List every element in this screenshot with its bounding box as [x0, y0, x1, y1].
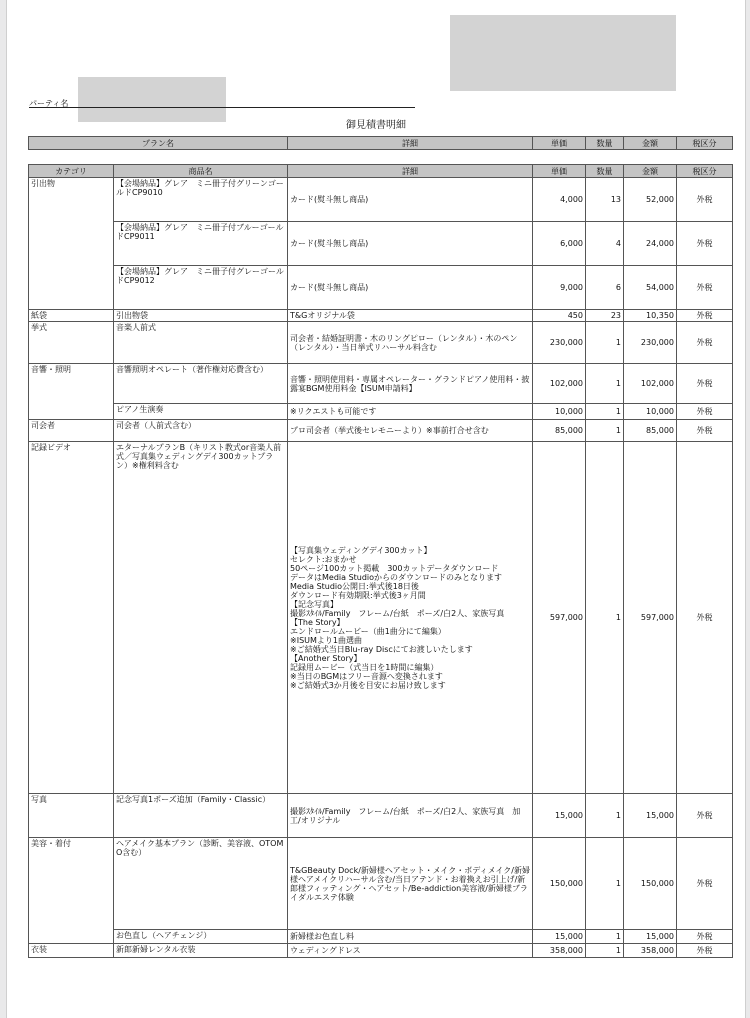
- product-name-cell: エターナルプランB（キリスト教式or音楽人前式／写真集ウェディングデイ300カットプラン）※権利料含む: [114, 442, 288, 794]
- tax-class-cell: 外税: [677, 222, 733, 266]
- detail-header-row: [29, 165, 733, 178]
- category-cell: 衣装: [29, 944, 114, 958]
- detail-cell: T&Gオリジナル袋: [288, 310, 533, 322]
- quantity-cell: 1: [586, 404, 624, 420]
- quantity-cell: 1: [586, 838, 624, 930]
- table-row: [29, 364, 733, 404]
- product-name-cell: お色直し（ヘアチェンジ）: [114, 930, 288, 944]
- header-detail: 詳細: [288, 165, 533, 178]
- unit-price-cell: 6,000: [533, 222, 586, 266]
- tax-class-cell: 外税: [677, 930, 733, 944]
- table-row: [29, 266, 733, 310]
- quantity-cell: 1: [586, 944, 624, 958]
- tax-class-cell: 外税: [677, 420, 733, 442]
- quantity-cell: 6: [586, 266, 624, 310]
- amount-cell: 230,000: [624, 322, 677, 364]
- plan-header-plan: プラン名: [29, 137, 288, 150]
- detail-cell: 【写真集ウェディングデイ300カット】 セレクト:おまかせ 50ページ100カット掲載 300カットデータダウンロード データはMedia Studioからのダウンロードのみとなります Media Studio公開日:挙式後18日後 ダウンロード有効期限:挙式後3ヶ月間 【記念写真】 撮影ｽﾀｲﾙ/Family フレーム/台紙 ポーズ/白2人、家族写真 【The Story】 エンドロールムービー（曲1曲分にて編集） ※ISUMより1曲選曲 ※ご結婚式当日Blu-ray Discにてお渡しいたします 【Another Story】 記録用ムービー（式当日を1時間に編集） ※当日のBGMはフリー音源へ変換されます ※ご結婚式3か月後を目安にお届け致します: [288, 442, 533, 794]
- quantity-cell: 1: [586, 420, 624, 442]
- unit-price-cell: 358,000: [533, 944, 586, 958]
- detail-table-body: [29, 165, 733, 958]
- document-title: 御見積書明細: [346, 120, 406, 131]
- table-row: [29, 178, 733, 222]
- table-row: [29, 944, 733, 958]
- product-name-cell: 【会場納品】グレア ミニ冊子付グリーンゴールドCP9010: [114, 178, 288, 222]
- quantity-cell: 4: [586, 222, 624, 266]
- unit-price-cell: 450: [533, 310, 586, 322]
- table-row: [29, 222, 733, 266]
- tax-class-cell: 外税: [677, 944, 733, 958]
- unit-price-cell: 102,000: [533, 364, 586, 404]
- amount-cell: 15,000: [624, 930, 677, 944]
- plan-header-unit: 単価: [533, 137, 586, 150]
- table-row: [29, 404, 733, 420]
- plan-table: [28, 136, 733, 150]
- header-unit: 単価: [533, 165, 586, 178]
- amount-cell: 85,000: [624, 420, 677, 442]
- detail-cell: T&GBeauty Dock/新婦様ヘアセット・メイク・ボディメイク/新婦様ヘアメイクリハーサル含む/当日アテンド・お着換えお引上げ/新郎様フィッティング・ヘアセット/Be-addiction美容液/新婦様ブライダルエステ体験: [288, 838, 533, 930]
- tax-class-cell: 外税: [677, 838, 733, 930]
- plan-header-detail: 詳細: [288, 137, 533, 150]
- category-cell: 司会者: [29, 420, 114, 442]
- unit-price-cell: 15,000: [533, 930, 586, 944]
- quantity-cell: 1: [586, 322, 624, 364]
- tax-class-cell: 外税: [677, 794, 733, 838]
- tax-class-cell: 外税: [677, 310, 733, 322]
- header-qty: 数量: [586, 165, 624, 178]
- header-product: 商品名: [114, 165, 288, 178]
- detail-table: [28, 164, 733, 958]
- detail-cell: プロ司会者（挙式後セレモニーより）※事前打合せ含む: [288, 420, 533, 442]
- amount-cell: 52,000: [624, 178, 677, 222]
- table-row: [29, 930, 733, 944]
- table-row: [29, 420, 733, 442]
- amount-cell: 24,000: [624, 222, 677, 266]
- unit-price-cell: 4,000: [533, 178, 586, 222]
- tax-class-cell: 外税: [677, 322, 733, 364]
- category-cell: 音響・照明: [29, 364, 114, 420]
- table-row: [29, 794, 733, 838]
- detail-cell: 撮影ｽﾀｲﾙ/Family フレーム/台紙 ポーズ/白2人、家族写真 加工/オリジナル: [288, 794, 533, 838]
- header-tax: 税区分: [677, 165, 733, 178]
- unit-price-cell: 9,000: [533, 266, 586, 310]
- tax-class-cell: 外税: [677, 404, 733, 420]
- estimate-sheet: [6, 0, 746, 1018]
- header-amount: 金額: [624, 165, 677, 178]
- product-name-cell: ピアノ生演奏: [114, 404, 288, 420]
- unit-price-cell: 10,000: [533, 404, 586, 420]
- category-cell: 引出物: [29, 178, 114, 310]
- product-name-cell: 音楽人前式: [114, 322, 288, 364]
- product-name-cell: 司会者（人前式含む）: [114, 420, 288, 442]
- amount-cell: 15,000: [624, 794, 677, 838]
- tax-class-cell: 外税: [677, 364, 733, 404]
- quantity-cell: 1: [586, 364, 624, 404]
- product-name-cell: 引出物袋: [114, 310, 288, 322]
- unit-price-cell: 15,000: [533, 794, 586, 838]
- detail-cell: 音響・照明使用料・専属オペレーター・グランドピアノ使用料・披露宴BGM使用料金【ISUM申請料】: [288, 364, 533, 404]
- tax-class-cell: 外税: [677, 266, 733, 310]
- amount-cell: 358,000: [624, 944, 677, 958]
- amount-cell: 102,000: [624, 364, 677, 404]
- table-row: [29, 838, 733, 930]
- quantity-cell: 1: [586, 930, 624, 944]
- detail-cell: ウェディングドレス: [288, 944, 533, 958]
- party-name-label: パーティ名: [29, 99, 69, 108]
- detail-cell: カード(熨斗無し商品): [288, 178, 533, 222]
- plan-header-amount: 金額: [624, 137, 677, 150]
- category-cell: 紙袋: [29, 310, 114, 322]
- plan-header-qty: 数量: [586, 137, 624, 150]
- plan-header-row: [29, 137, 733, 150]
- quantity-cell: 23: [586, 310, 624, 322]
- quantity-cell: 1: [586, 442, 624, 794]
- detail-cell: ※リクエストも可能です: [288, 404, 533, 420]
- quantity-cell: 1: [586, 794, 624, 838]
- category-cell: 写真: [29, 794, 114, 838]
- plan-header-tax: 税区分: [677, 137, 733, 150]
- tax-class-cell: 外税: [677, 178, 733, 222]
- detail-cell: カード(熨斗無し商品): [288, 222, 533, 266]
- detail-cell: 新婦様お色直し料: [288, 930, 533, 944]
- amount-cell: 10,350: [624, 310, 677, 322]
- unit-price-cell: 150,000: [533, 838, 586, 930]
- redacted-block-top: [450, 15, 676, 91]
- product-name-cell: 【会場納品】グレア ミニ冊子付グレーゴールドCP9012: [114, 266, 288, 310]
- header-category: カテゴリ: [29, 165, 114, 178]
- detail-cell: カード(熨斗無し商品): [288, 266, 533, 310]
- tax-class-cell: 外税: [677, 442, 733, 794]
- detail-cell: 司会者・結婚証明書・木のリングピロー（レンタル）・木のペン（レンタル）・当日挙式リハーサル料含む: [288, 322, 533, 364]
- amount-cell: 10,000: [624, 404, 677, 420]
- table-row: [29, 322, 733, 364]
- category-cell: 挙式: [29, 322, 114, 364]
- product-name-cell: 音響照明オペレート（著作権対応費含む）: [114, 364, 288, 404]
- unit-price-cell: 85,000: [533, 420, 586, 442]
- amount-cell: 150,000: [624, 838, 677, 930]
- product-name-cell: 新郎新婦レンタル衣装: [114, 944, 288, 958]
- category-cell: 記録ビデオ: [29, 442, 114, 794]
- product-name-cell: 記念写真1ポーズ追加（Family・Classic）: [114, 794, 288, 838]
- amount-cell: 597,000: [624, 442, 677, 794]
- party-name-line: [29, 107, 415, 108]
- unit-price-cell: 230,000: [533, 322, 586, 364]
- quantity-cell: 13: [586, 178, 624, 222]
- unit-price-cell: 597,000: [533, 442, 586, 794]
- table-row: [29, 310, 733, 322]
- category-cell: 美容・着付: [29, 838, 114, 944]
- product-name-cell: 【会場納品】グレア ミニ冊子付ブルーゴールドCP9011: [114, 222, 288, 266]
- table-row: [29, 442, 733, 794]
- product-name-cell: ヘアメイク基本プラン（診断、美容液、OTOMO含む）: [114, 838, 288, 930]
- amount-cell: 54,000: [624, 266, 677, 310]
